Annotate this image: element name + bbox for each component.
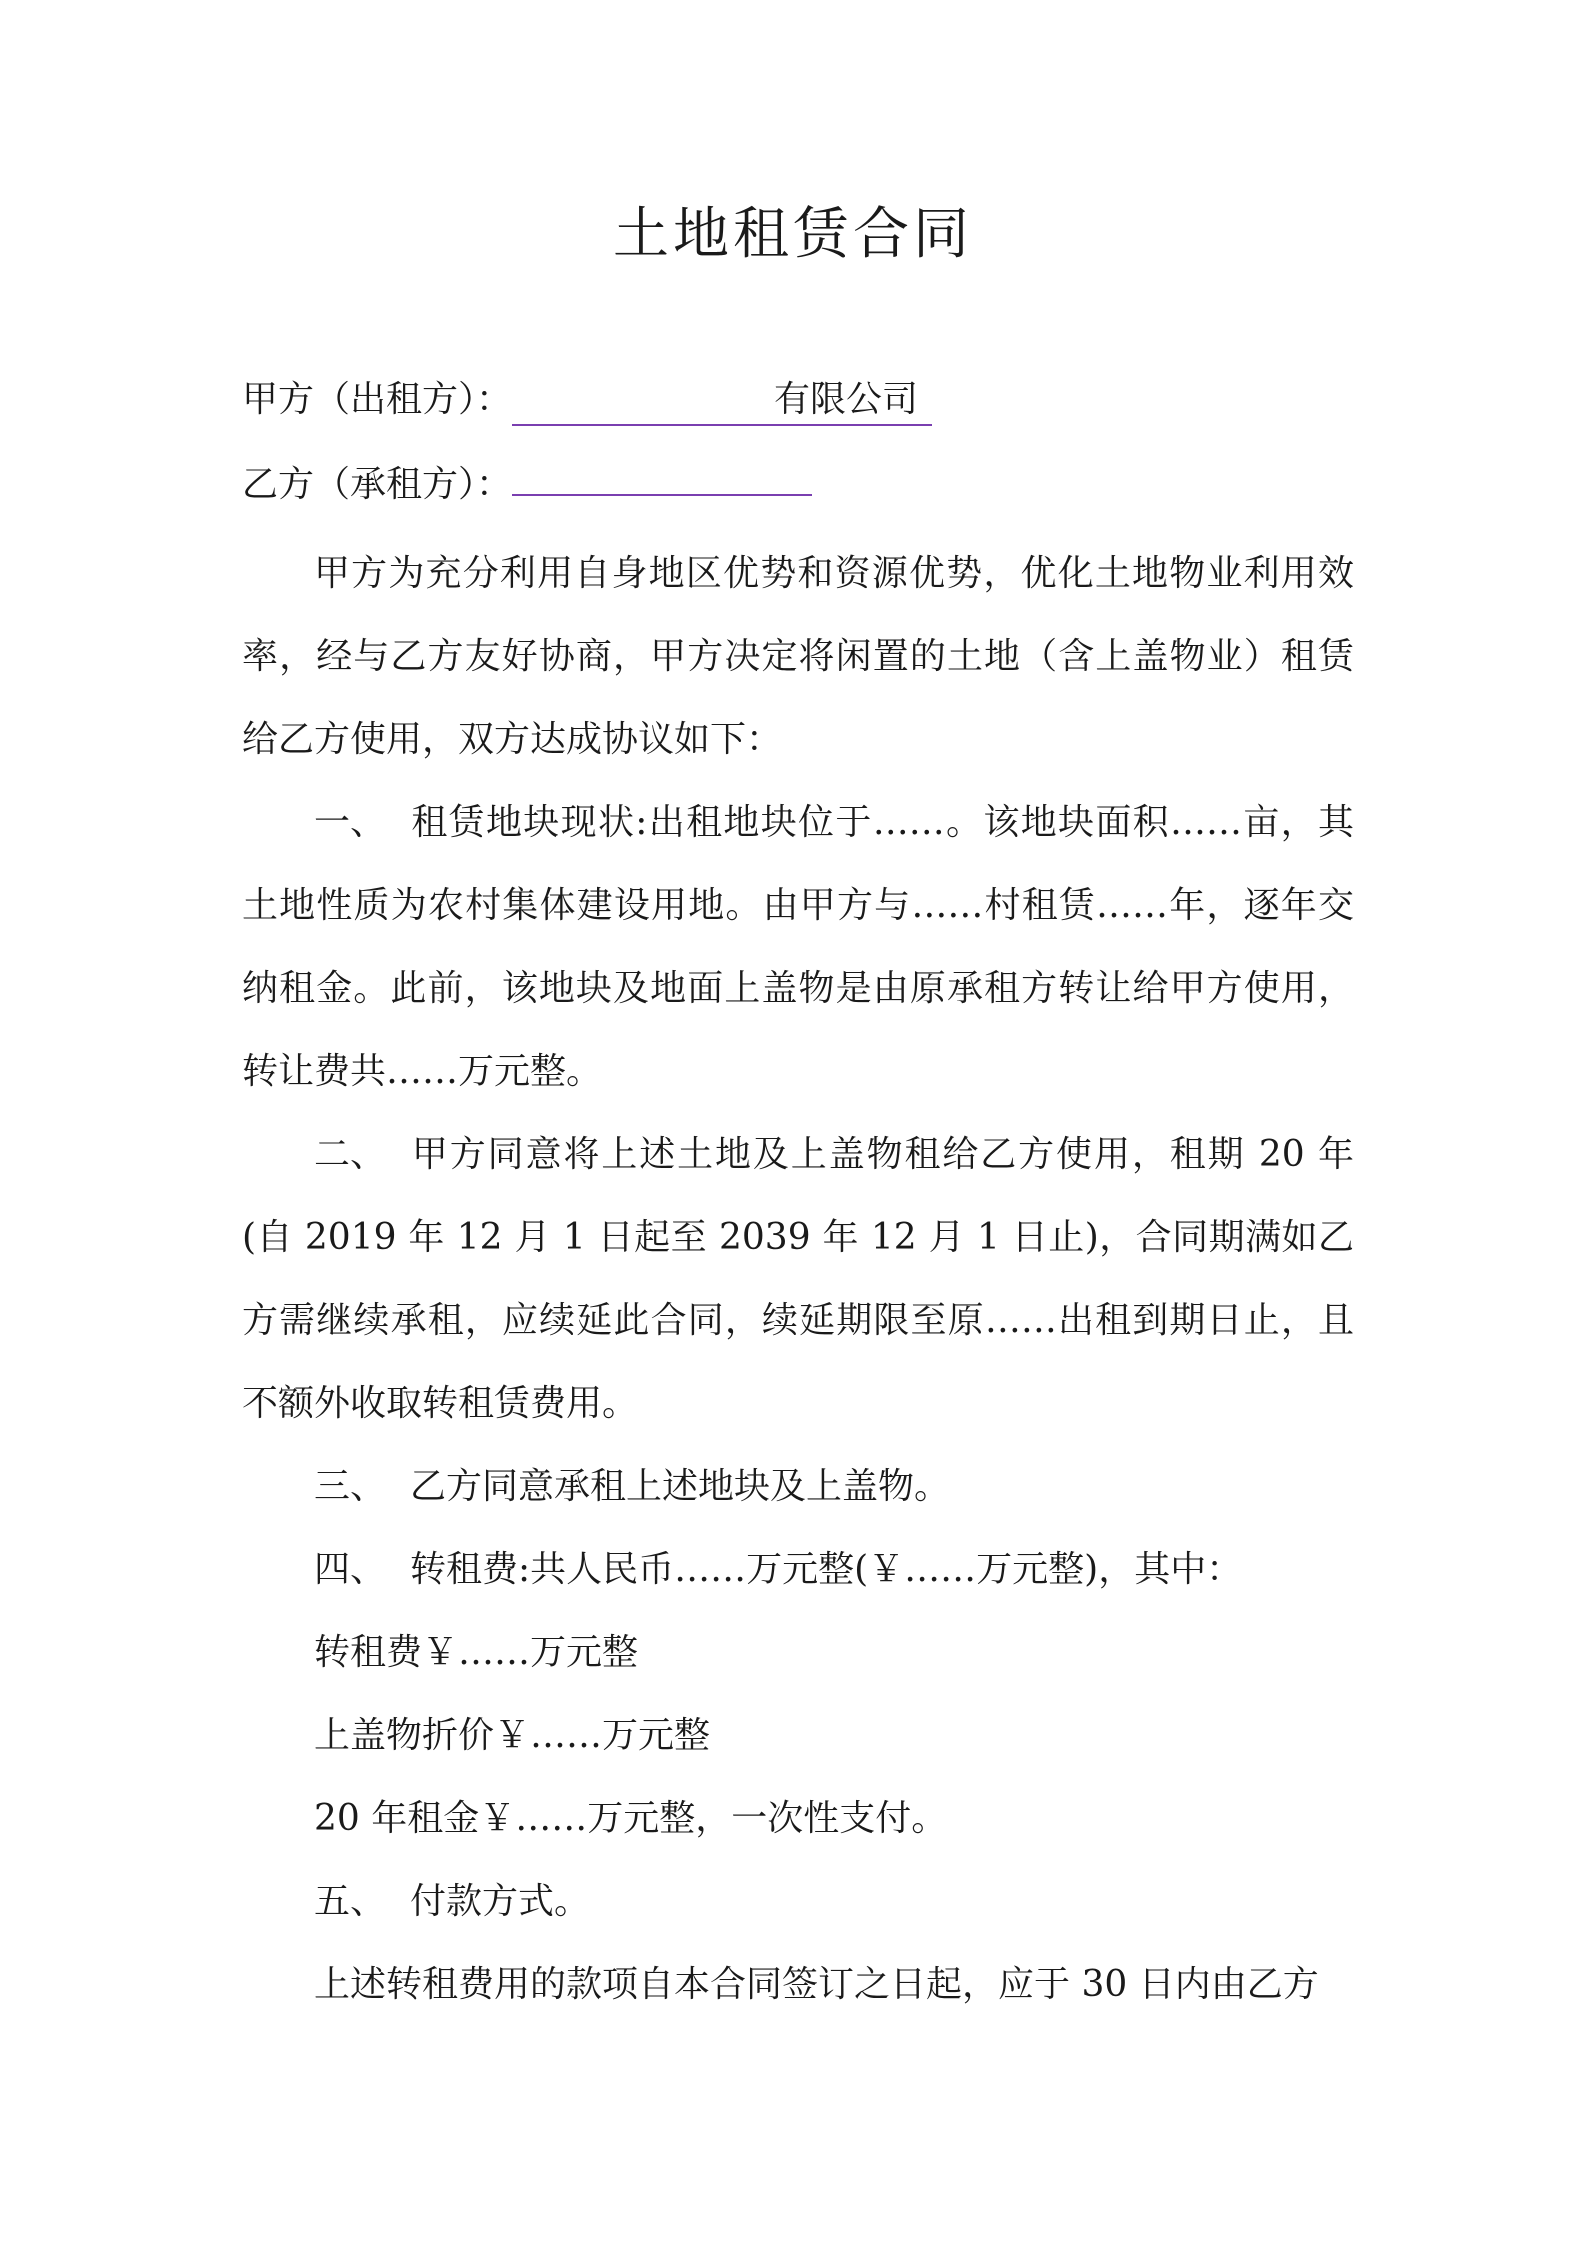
payment-paragraph: 上述转租费用的款项自本合同签订之日起，应于 30 日内由乙方 <box>314 1964 1319 2005</box>
fee-item-sublease: 转租费￥……万元整 <box>314 1632 639 1673</box>
clause-3-number: 三、 <box>314 1466 387 1507</box>
intro-paragraph: 甲方为充分利用自身地区优势和资源优势，优化土地物业利用效率，经与乙方友好协商，甲方决定将闲置的土地（含上盖物业）租赁给乙方使用，双方达成协议如下： <box>242 553 1354 760</box>
party-b-line <box>242 454 812 515</box>
clause-5 <box>242 1860 1354 1943</box>
party-a-label: 甲方（出租方）： <box>242 379 513 420</box>
fee-item-rent: 20 年租金￥……万元整，一次性支付。 <box>314 1798 948 1839</box>
party-a-name-field <box>512 376 932 426</box>
clause-2 <box>242 1113 1354 1445</box>
document-title: 土地租赁合同 <box>613 202 973 267</box>
clause-3-text: 乙方同意承租上述地块及上盖物。 <box>410 1466 951 1507</box>
clause-2-number: 二、 <box>314 1134 387 1175</box>
party-a-line <box>242 370 932 430</box>
clause-1 <box>242 781 1354 1113</box>
clause-1-text: 租赁地块现状:出租地块位于……。该地块面积……亩，其土地性质为农村集体建设用地。由甲方与……村租赁……年，逐年交纳租金。此前，该地块及地面上盖物是由原承租方转让给甲方使用，转让费共……万元整。 <box>242 802 1354 1092</box>
party-b-label: 乙方（承租方）： <box>242 464 513 505</box>
clause-2-text: 甲方同意将上述土地及上盖物租给乙方使用，租期 20 年(自 2019 年 12 月 1 日起至 2039 年 12 月 1 日止)，合同期满如乙方需继续承租，应续延此合同，续延期限至原……出租到期日止，且不额外收取转租赁费用。 <box>242 1134 1354 1424</box>
clause-4 <box>242 1528 1354 1611</box>
fee-item-structure: 上盖物折价￥……万元整 <box>314 1715 711 1756</box>
clause-4-text: 转租费:共人民币……万元整(￥……万元整)，其中： <box>410 1549 1243 1590</box>
clause-3 <box>242 1445 1354 1528</box>
clause-1-number: 一、 <box>314 802 387 843</box>
clause-5-number: 五、 <box>314 1881 387 1922</box>
clause-5-text: 付款方式。 <box>410 1881 591 1922</box>
party-b-name-field <box>512 454 812 496</box>
clause-4-number: 四、 <box>314 1549 387 1590</box>
party-a-company-suffix: 有限公司 <box>774 379 919 420</box>
